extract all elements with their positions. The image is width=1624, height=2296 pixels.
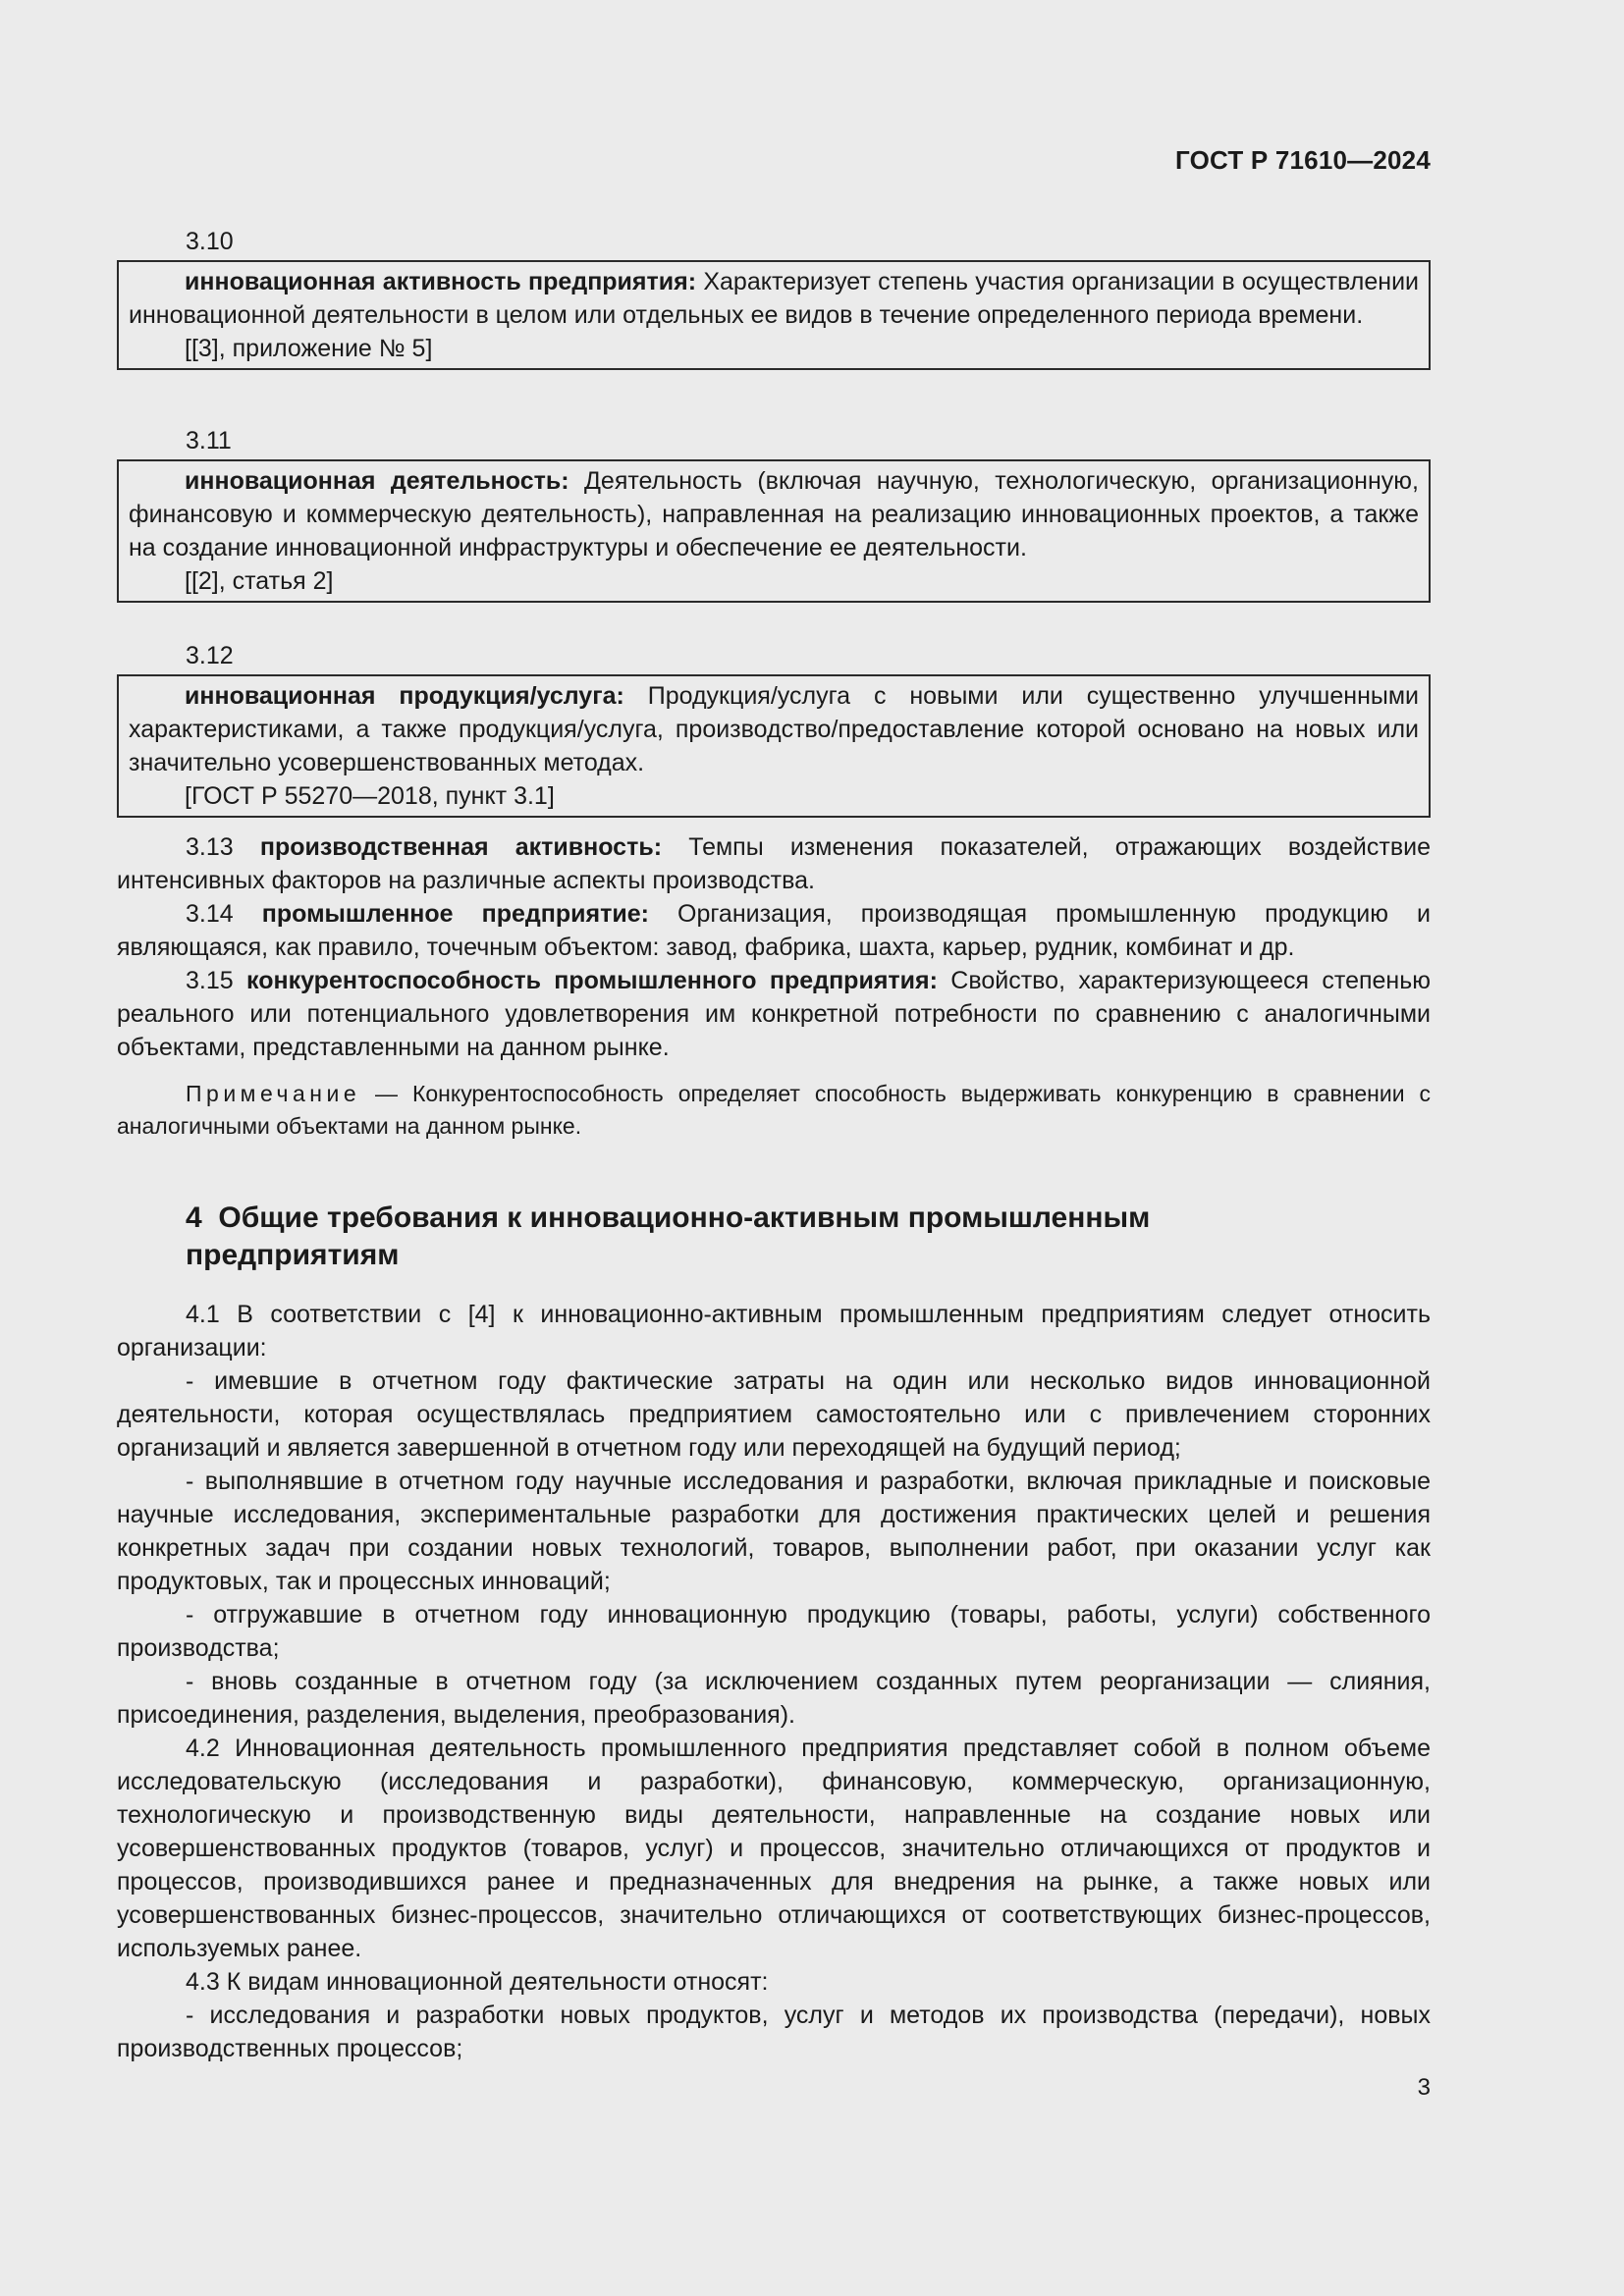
term-3-12-block [117,639,1431,818]
term-definition [129,679,1419,779]
term-definition [129,464,1419,564]
term-number: 3.15 [186,967,234,994]
term-title: промышленное предприятие: [261,900,649,928]
term-3-11-block [117,424,1431,603]
term-definition [129,265,1419,332]
term-title: инновационная активность предприятия: [185,268,697,295]
term-box [117,459,1431,603]
term-text: Деятельность (включая научную, технологическую, организационную, финансовую и коммерческую деятельность), направленная на реализацию инновационных проектов, а также на создание инновационной инфраструктуры и обеспечение ее деятельности. [129,467,1419,561]
section-title-line2: предприятиям [186,1239,400,1271]
note-label: Примечание [186,1081,361,1106]
term-title: конкурентоспособность промышленного предприятия: [246,967,938,994]
note-text: — Конкурентоспособность определяет способность выдерживать конкуренцию в сравнении с аналогичными объектами на данном рынке. [117,1081,1431,1139]
section-4-body [117,1298,1431,2065]
paragraph: 4.1 В соответствии с [4] к инновационно-активным промышленным предприятиям следует относить организации: [117,1301,1431,1362]
section-title-line1: Общие требования к инновационно-активным промышленным [218,1201,1151,1234]
term-number: 3.11 [186,427,232,454]
term-3-10-block [117,225,1431,370]
term-title: инновационная деятельность: [185,467,569,495]
term-3-14 [117,897,1431,964]
term-title: инновационная продукция/услуга: [185,682,624,710]
section-4-heading [117,1200,1431,1274]
section-title [117,1200,1431,1274]
plain-terms [117,830,1431,1143]
term-number: 3.13 [186,833,234,861]
list-item: - вновь созданные в отчетном году (за исключением созданных путем реорганизации — слияния, присоединения, разделения, выделения, преобразования). [117,1668,1431,1729]
term-text: Темпы изменения показателей, отражающих воздействие интенсивных факторов на различные аспекты производства. [117,833,1431,894]
term-source: [[3], приложение № 5] [185,335,433,362]
list-item: - выполнявшие в отчетном году научные исследования и разработки, включая прикладные и поисковые научные исследования, экспериментальные разработки для достижения практических целей и решения конкретных задач при создании новых технологий, товаров, выполнении работ, при оказании услуг как продуктовых, так и процессных инноваций; [117,1468,1431,1595]
term-box [117,260,1431,370]
term-3-13 [117,830,1431,897]
document-header: ГОСТ Р 71610—2024 [1175,145,1431,175]
term-box [117,674,1431,818]
list-item: - отгружавшие в отчетном году инновационную продукцию (товары, работы, услуги) собственного производства; [117,1601,1431,1662]
term-3-15 [117,964,1431,1064]
list-item: - имевшие в отчетном году фактические затраты на один или несколько видов инновационной деятельности, которая осуществлялась предприятием самостоятельно или с привлечением сторонних организаций и является завершенной в отчетном году или переходящей на будущий период; [117,1367,1431,1462]
term-number: 3.10 [186,228,234,255]
paragraph: 4.2 Инновационная деятельность промышленного предприятия представляет собой в полном объеме исследовательскую (исследования и разработки), финансовую, коммерческую, организационную, технологическую и производственную виды деятельности, направленные на создание новых или усовершенствованных продуктов (товаров, услуг) и процессов, значительно отличающихся от продуктов и процессов, производившихся ранее и предназначенных для внедрения на рынке, а также новых или усовершенствованных бизнес-процессов, значительно отличающихся от соответствующих бизнес-процессов, используемых ранее. [117,1735,1431,1962]
term-source: [ГОСТ Р 55270—2018, пункт 3.1] [185,782,555,810]
list-item: - исследования и разработки новых продуктов, услуг и методов их производства (передачи), новых производственных процессов; [117,2002,1431,2062]
paragraph: 4.3 К видам инновационной деятельности относят: [186,1968,769,1996]
term-text: Продукция/услуга с новыми или существенно улучшенными характеристиками, а также продукция/услуга, производство/предоставление которой основано на новых или значительно усовершенствованных методах. [129,682,1419,776]
term-text: Свойство, характеризующееся степенью реального или потенциального удовлетворения им конкретной потребности по сравнению с аналогичными объектами, представленными на данном рынке. [117,967,1432,1061]
term-number: 3.12 [186,642,234,669]
note [117,1078,1431,1143]
term-text: Характеризует степень участия организации в осуществлении инновационной деятельности в целом или отдельных ее видов в течение определенного периода времени. [129,268,1419,329]
section-number: 4 [186,1201,202,1234]
term-text: Организация, производящая промышленную продукцию и являющаяся, как правило, точечным объектом: завод, фабрика, шахта, карьер, рудник, комбинат и др. [117,900,1431,961]
page-number: 3 [1417,2074,1431,2101]
term-title: производственная активность: [259,833,663,861]
term-number: 3.14 [186,900,234,928]
term-source: [[2], статья 2] [185,567,334,595]
